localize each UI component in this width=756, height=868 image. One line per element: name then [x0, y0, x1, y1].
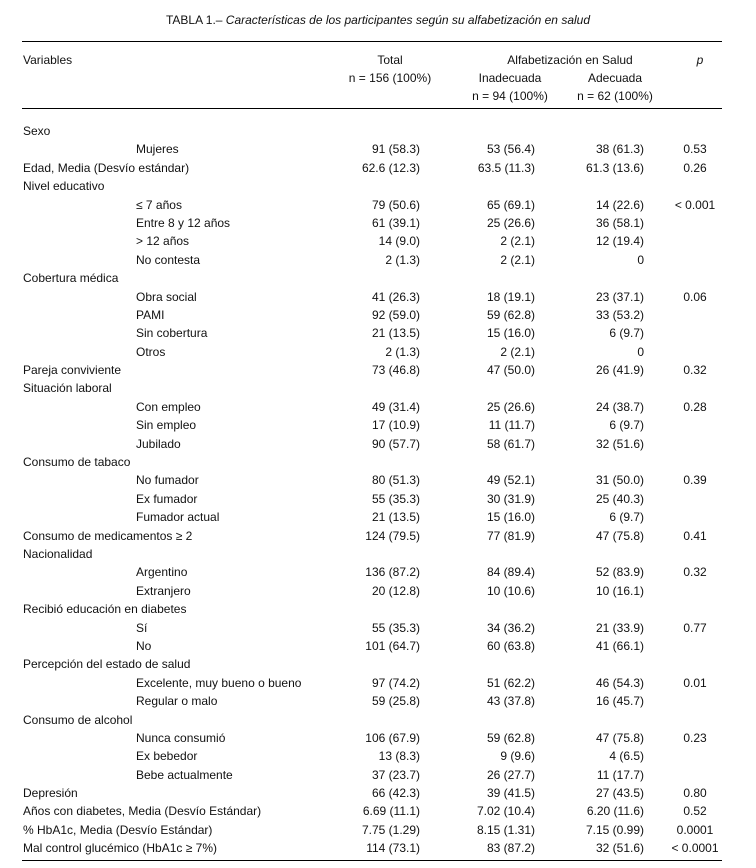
table-row — [0, 802, 756, 820]
p-value-cell: 0.52 — [683, 804, 707, 819]
header-variables: Variables — [23, 53, 73, 67]
total-cell: 61 (39.1) — [371, 215, 420, 230]
row-label: Consumo de medicamentos ≥ 2 — [23, 528, 193, 543]
table-row — [0, 692, 756, 710]
table-row — [0, 563, 756, 581]
header-adequate: Adecuada — [587, 71, 643, 85]
p-value-cell: 0.80 — [683, 786, 707, 801]
table-row — [0, 766, 756, 784]
row-label: Consumo de alcohol — [23, 712, 133, 727]
p-value-cell: 0.53 — [683, 142, 707, 157]
p-value-cell: 0.32 — [683, 565, 707, 580]
caption-prefix: TABLA 1.– — [165, 13, 223, 27]
table-row — [0, 214, 756, 232]
total-cell: 49 (31.4) — [371, 399, 420, 414]
row-label: Extranjero — [136, 583, 191, 598]
total-cell: 90 (57.7) — [371, 436, 420, 451]
row-label: ≤ 7 años — [136, 197, 182, 212]
row-label: Con empleo — [136, 399, 201, 414]
total-cell: 2 (1.3) — [385, 252, 420, 267]
total-cell: 124 (79.5) — [365, 528, 420, 543]
adequate-cell: 6 (9.7) — [609, 510, 644, 525]
adequate-cell: 7.15 (0.99) — [585, 822, 644, 837]
total-cell: 66 (42.3) — [371, 786, 420, 801]
p-value-cell: 0.77 — [683, 620, 707, 635]
adequate-cell: 6 (9.7) — [609, 418, 644, 433]
table-row — [0, 508, 756, 526]
adequate-cell: 61.3 (13.6) — [585, 160, 644, 175]
total-cell: 62.6 (12.3) — [361, 160, 420, 175]
inadequate-cell: 83 (87.2) — [486, 841, 535, 856]
p-value-cell: 0.23 — [683, 730, 707, 745]
inadequate-cell: 2 (2.1) — [500, 234, 535, 249]
header-literacy-group: Alfabetización en Salud — [507, 53, 633, 67]
inadequate-cell: 51 (62.2) — [486, 675, 535, 690]
inadequate-cell: 15 (16.0) — [486, 326, 535, 341]
total-cell: 7.75 (1.29) — [361, 822, 420, 837]
adequate-cell: 47 (75.8) — [595, 528, 644, 543]
row-label: Sexo — [23, 124, 51, 138]
inadequate-cell: 39 (41.5) — [486, 786, 535, 801]
inadequate-cell: 49 (52.1) — [486, 473, 535, 488]
inadequate-cell: 30 (31.9) — [486, 491, 535, 506]
adequate-cell: 0 — [637, 252, 644, 267]
total-cell: 59 (25.8) — [371, 694, 420, 709]
total-cell: 2 (1.3) — [385, 344, 420, 359]
table-bottom-rule — [22, 860, 722, 861]
total-cell: 101 (64.7) — [365, 638, 420, 653]
total-cell: 97 (74.2) — [371, 675, 420, 690]
total-cell: 136 (87.2) — [365, 565, 420, 580]
adequate-cell: 6 (9.7) — [609, 326, 644, 341]
row-label: Ex fumador — [136, 491, 198, 506]
row-label: Depresión — [23, 786, 78, 801]
row-label: % HbA1c, Media (Desvío Estándar) — [23, 822, 213, 837]
row-label: Nacionalidad — [23, 546, 93, 561]
total-cell: 37 (23.7) — [371, 767, 420, 782]
table-row — [0, 839, 756, 857]
table-row — [0, 729, 756, 747]
inadequate-cell: 77 (81.9) — [486, 528, 535, 543]
table-row — [0, 545, 756, 563]
table-row — [0, 747, 756, 765]
p-value-cell: 0.32 — [683, 363, 707, 378]
table-row — [0, 343, 756, 361]
adequate-cell: 21 (33.9) — [595, 620, 644, 635]
row-label: No contesta — [136, 252, 201, 267]
header-inadequate-n: n = 94 (100%) — [472, 89, 548, 103]
inadequate-cell: 26 (27.7) — [486, 767, 535, 782]
inadequate-cell: 63.5 (11.3) — [477, 160, 535, 175]
inadequate-cell: 25 (26.6) — [486, 215, 535, 230]
inadequate-cell: 59 (62.8) — [486, 730, 535, 745]
table-row — [0, 140, 756, 158]
adequate-cell: 32 (51.6) — [595, 436, 644, 451]
row-label: Excelente, muy bueno o bueno — [136, 675, 302, 690]
p-value-cell: 0.41 — [683, 528, 707, 543]
row-label: Argentino — [136, 565, 188, 580]
inadequate-cell: 65 (69.1) — [486, 197, 535, 212]
row-label: Pareja conviviente — [23, 363, 122, 378]
table-top-rule — [22, 41, 722, 42]
row-label: Edad, Media (Desvío estándar) — [23, 160, 190, 175]
total-cell: 20 (12.8) — [371, 583, 420, 598]
table-row — [0, 435, 756, 453]
p-value-cell: 0.26 — [683, 160, 707, 175]
row-label: Nunca consumió — [136, 730, 226, 745]
total-cell: 114 (73.1) — [366, 841, 420, 856]
inadequate-cell: 25 (26.6) — [486, 399, 535, 414]
adequate-cell: 27 (43.5) — [595, 786, 644, 801]
p-value-cell: 0.01 — [683, 675, 707, 690]
table-caption — [0, 12, 756, 28]
row-label: Cobertura médica — [23, 271, 119, 286]
row-label: Consumo de tabaco — [23, 455, 131, 470]
adequate-cell: 25 (40.3) — [595, 491, 644, 506]
inadequate-cell: 11 (11.7) — [488, 418, 535, 433]
table-row — [0, 324, 756, 342]
total-cell: 80 (51.3) — [371, 473, 420, 488]
inadequate-cell: 8.15 (1.31) — [476, 822, 535, 837]
row-label: Obra social — [136, 289, 197, 304]
inadequate-cell: 84 (89.4) — [486, 565, 535, 580]
row-label: No fumador — [136, 473, 199, 488]
p-value-cell: < 0.001 — [674, 197, 716, 212]
total-cell: 13 (8.3) — [378, 749, 420, 764]
table-row — [0, 453, 756, 471]
total-cell: 73 (46.8) — [371, 363, 420, 378]
total-cell: 14 (9.0) — [378, 234, 420, 249]
table-row — [0, 471, 756, 489]
adequate-cell: 23 (37.1) — [595, 289, 644, 304]
adequate-cell: 31 (50.0) — [595, 473, 644, 488]
inadequate-cell: 15 (16.0) — [486, 510, 535, 525]
table-row — [0, 306, 756, 324]
table-header-rule — [22, 108, 722, 109]
table-row — [0, 361, 756, 379]
inadequate-cell: 2 (2.1) — [500, 252, 535, 267]
row-label: Años con diabetes, Media (Desvío Estándar) — [23, 804, 262, 819]
table-row — [0, 269, 756, 287]
table-row — [0, 784, 756, 802]
header-total: Total — [377, 53, 403, 67]
inadequate-cell: 7.02 (10.4) — [476, 804, 535, 819]
row-label: Sin empleo — [136, 418, 197, 433]
adequate-cell: 26 (41.9) — [595, 363, 644, 378]
total-cell: 79 (50.6) — [371, 197, 420, 212]
table-row — [0, 232, 756, 250]
total-cell: 21 (13.5) — [371, 326, 420, 341]
table-row — [0, 251, 756, 269]
p-value-cell: 0.0001 — [676, 822, 714, 837]
row-label: Situación laboral — [23, 381, 112, 396]
adequate-cell: 6.20 (11.6) — [586, 804, 644, 819]
adequate-cell: 52 (83.9) — [595, 565, 644, 580]
header-total-n: n = 156 (100%) — [348, 71, 432, 85]
row-label: Entre 8 y 12 años — [136, 215, 231, 230]
adequate-cell: 4 (6.5) — [609, 749, 644, 764]
total-cell: 106 (67.9) — [365, 730, 420, 745]
header-p-value: p — [696, 53, 704, 67]
table-row — [0, 655, 756, 673]
inadequate-cell: 34 (36.2) — [486, 620, 535, 635]
table-row — [0, 600, 756, 618]
adequate-cell: 12 (19.4) — [595, 234, 644, 249]
total-cell: 92 (59.0) — [371, 307, 420, 322]
row-label: Ex bebedor — [136, 749, 198, 764]
inadequate-cell: 47 (50.0) — [486, 363, 535, 378]
p-value-cell: 0.06 — [683, 289, 707, 304]
total-cell: 6.69 (11.1) — [362, 804, 420, 819]
adequate-cell: 24 (38.7) — [595, 399, 644, 414]
row-label: Percepción del estado de salud — [23, 657, 191, 672]
table-row — [0, 288, 756, 306]
total-cell: 55 (35.3) — [371, 620, 420, 635]
adequate-cell: 32 (51.6) — [595, 841, 644, 856]
table-row — [0, 619, 756, 637]
table-row — [0, 527, 756, 545]
table-row — [0, 490, 756, 508]
inadequate-cell: 43 (37.8) — [486, 694, 535, 709]
inadequate-cell: 60 (63.8) — [486, 638, 535, 653]
table-row — [0, 582, 756, 600]
inadequate-cell: 18 (19.1) — [486, 289, 535, 304]
row-label: Otros — [136, 344, 166, 359]
row-label: Bebe actualmente — [136, 767, 233, 782]
total-cell: 41 (26.3) — [371, 289, 420, 304]
total-cell: 91 (58.3) — [371, 142, 420, 157]
inadequate-cell: 9 (9.6) — [500, 749, 535, 764]
header-adequate-n: n = 62 (100%) — [577, 89, 653, 103]
total-cell: 55 (35.3) — [371, 491, 420, 506]
row-label: > 12 años — [136, 234, 190, 249]
table-row — [0, 398, 756, 416]
table-row — [0, 416, 756, 434]
table-row — [0, 674, 756, 692]
total-cell: 17 (10.9) — [371, 418, 420, 433]
table-row — [0, 177, 756, 195]
p-value-cell: 0.39 — [683, 473, 707, 488]
table-row — [0, 711, 756, 729]
row-label: Sí — [136, 620, 148, 635]
p-value-cell: < 0.0001 — [671, 841, 719, 856]
inadequate-cell: 53 (56.4) — [486, 142, 535, 157]
table-row — [0, 379, 756, 397]
table-body — [0, 122, 756, 858]
table-row — [0, 196, 756, 214]
p-value-cell: 0.28 — [683, 399, 707, 414]
adequate-cell: 0 — [637, 344, 644, 359]
inadequate-cell: 2 (2.1) — [500, 344, 535, 359]
adequate-cell: 36 (58.1) — [595, 215, 644, 230]
adequate-cell: 41 (66.1) — [595, 638, 644, 653]
header-inadequate: Inadecuada — [478, 71, 542, 85]
inadequate-cell: 59 (62.8) — [486, 307, 535, 322]
adequate-cell: 46 (54.3) — [595, 675, 644, 690]
caption-title: Características de los participantes según su alfabetización en salud — [225, 13, 591, 27]
adequate-cell: 47 (75.8) — [595, 730, 644, 745]
adequate-cell: 14 (22.6) — [595, 197, 644, 212]
table-row — [0, 821, 756, 839]
adequate-cell: 11 (17.7) — [596, 767, 644, 782]
inadequate-cell: 10 (10.6) — [486, 583, 535, 598]
row-label: Jubilado — [136, 436, 181, 451]
table-row — [0, 122, 756, 140]
row-label: Recibió educación en diabetes — [23, 602, 187, 617]
adequate-cell: 10 (16.1) — [595, 583, 644, 598]
row-label: Sin cobertura — [136, 326, 208, 341]
row-label: Fumador actual — [136, 510, 220, 525]
total-cell: 21 (13.5) — [371, 510, 420, 525]
adequate-cell: 16 (45.7) — [595, 694, 644, 709]
row-label: PAMI — [136, 307, 165, 322]
row-label: Mal control glucémico (HbA1c ≥ 7%) — [23, 841, 217, 856]
table-row — [0, 637, 756, 655]
adequate-cell: 33 (53.2) — [595, 307, 644, 322]
inadequate-cell: 58 (61.7) — [486, 436, 535, 451]
table-row — [0, 159, 756, 177]
row-label: Mujeres — [136, 142, 179, 157]
adequate-cell: 38 (61.3) — [595, 142, 644, 157]
row-label: No — [136, 638, 152, 653]
row-label: Nivel educativo — [23, 179, 105, 194]
row-label: Regular o malo — [136, 694, 218, 709]
